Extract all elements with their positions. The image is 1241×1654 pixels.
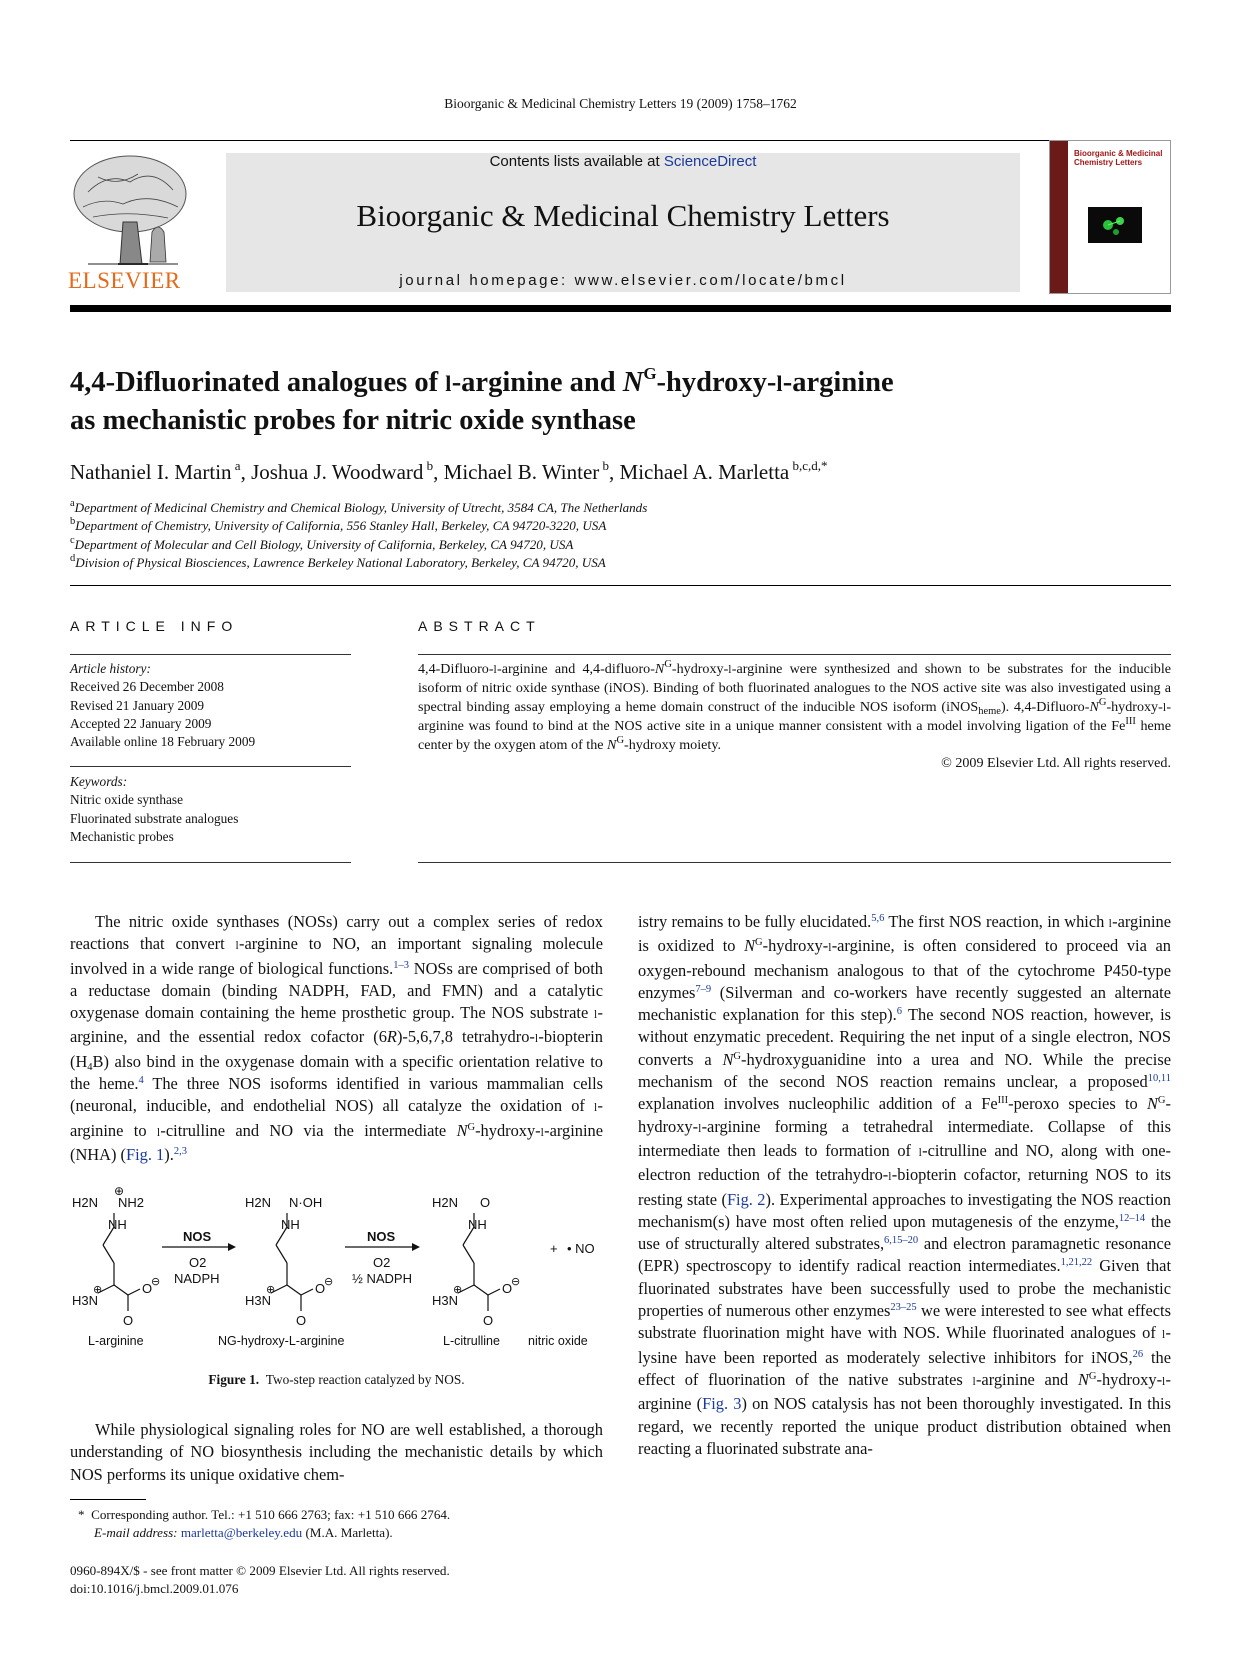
keyword: Nitric oxide synthase — [70, 792, 183, 808]
svg-text:O: O — [502, 1281, 513, 1296]
svg-text:H3N: H3N — [432, 1293, 459, 1308]
molecule-label: NG-hydroxy-L-arginine — [218, 1334, 345, 1348]
cover-image — [1088, 207, 1142, 243]
keywords: Keywords: Nitric oxide synthase Fluorinated substrate analogues Mechanistic probes — [70, 773, 351, 846]
header-bottom-rule — [70, 305, 1171, 312]
abstract-heading: ABSTRACT — [418, 618, 541, 634]
paragraph-text: While physiological signaling roles for NO are well established, a thorough understanding of NO biosynthesis including the mechanistic details by which NOS performs its unique oxidative chem- — [70, 1420, 603, 1484]
figure-1 — [70, 1185, 603, 1355]
history-item: Received 26 December 2008 — [70, 679, 224, 695]
journal-citation: Bioorganic & Medicinal Chemistry Letters 19 (2009) 1758–1762 — [444, 96, 797, 111]
affiliation: $^b$Department of Chemistry, University of California, 556 Stanley Hall, Berkeley, CA 94720-3220, USA — [70, 516, 607, 534]
svg-text:H3N: H3N — [72, 1293, 99, 1308]
molecule-icon — [1088, 207, 1142, 243]
abstract-rule — [418, 654, 1171, 655]
figure-1-caption: Figure 1. Two-step reaction catalyzed by NOS. — [208, 1372, 465, 1387]
footnote-issn: 0960-894X/$ - see front matter © 2009 Elsevier Ltd. All rights reserved. doi:10.1016/j.bmcl.2009.01.076 — [70, 1562, 603, 1599]
cofactor-label: NADPH — [174, 1271, 220, 1286]
author: Michael A. Marletta $^{b,c,d,*}$ — [619, 458, 828, 484]
svg-text:NH: NH — [468, 1217, 487, 1232]
journal-banner — [226, 153, 1020, 292]
email-link[interactable]: marletta@berkeley.edu — [180, 1525, 303, 1541]
svg-text:O: O — [142, 1281, 153, 1296]
abstract-text: 4,4-Difluoro-l-arginine and $4,4-difluoro-N^G-hydroxy-l$-arginine were synthesized and shown to be substrates for the inducible isoform of nitric oxide synthase (iNOS). Binding of both fluorinated analogues to the NOS active site was also investigated using a spectral binding assay employing a heme domain construct of the inducible NOS isoform (iNOS$_{heme}$). $4,4-Difluoro-N^G-hydroxy-l$-arginine was found to bind at the NOS active site in a unique manner consistent with a model involving ligation of the $Fe^{III}$ heme center by the oxygen atom of the $N^G$-hydroxy moiety. © 2009 Elsevier Ltd. All rights reserved. — [418, 659, 1172, 772]
affiliation-rule — [70, 585, 1171, 586]
history-item: Accepted 22 January 2009 — [70, 715, 212, 731]
article-info-heading: ARTICLE INFO — [70, 618, 239, 634]
title-line-2: as mechanistic probes for nitric oxide synthase — [70, 405, 636, 436]
svg-text:H2N: H2N — [432, 1195, 459, 1210]
cover-title: Bioorganic & Medicinal Chemistry Letters — [1074, 149, 1163, 167]
paragraph-text: The nitric oxide synthases (NOSs) carry out a complex series of redox reactions that convert l-arginine to NO, an important signaling molecule involved in a wide range of biological functions.$^{1-3}$ NOSs are comprised of both a reductase domain (binding NADPH, FAD, and FMN) and a catalytic oxygenase domain containing the heme prosthetic group. The NOS substrate l-arginine, and the essential redox cofactor (6R)-5,6,7,8 tetrahydro-l-biopterin $(H_4B)$ also bind in the oxygenase domain with a specific orientation relative to the heme.$^4$ The three NOS isoforms identified in various mammalian cells (neuronal, inducible, and endothelial NOS) all catalyze the oxidation of l-arginine to l-citrulline and NO via the intermediate $N^G-hydroxy-l$-arginine (NHA) (Fig. 1).$^{2,3}$ — [70, 912, 604, 1164]
elsevier-tree-icon — [68, 152, 198, 270]
keywords-rule — [70, 766, 351, 767]
cofactor-label: ½ NADPH — [352, 1271, 412, 1286]
svg-text:⊕: ⊕ — [266, 1284, 276, 1296]
molecule-label: nitric oxide — [528, 1334, 588, 1348]
homepage-line: journal homepage: www.elsevier.com/locate/bmcl — [399, 272, 847, 289]
svg-text:⊕: ⊕ — [453, 1284, 463, 1296]
author: Joshua J. Woodward $^b$, — [251, 458, 444, 484]
history-item: Available online 18 February 2009 — [70, 734, 256, 750]
journal-name: Bioorganic & Medicinal Chemistry Letters — [356, 198, 890, 233]
svg-text:O: O — [315, 1281, 326, 1296]
svg-text:⊖: ⊖ — [151, 1276, 161, 1288]
svg-text:⊕: ⊕ — [93, 1284, 103, 1296]
svg-text:⊖: ⊖ — [324, 1276, 334, 1288]
enzyme-label: NOS — [183, 1229, 212, 1244]
svg-text:⊕: ⊕ — [114, 1185, 125, 1198]
sciencedirect-link[interactable]: ScienceDirect — [663, 153, 757, 170]
molecule-label: L-citrulline — [443, 1334, 500, 1348]
plus-sign: + — [550, 1241, 558, 1256]
title-line-1: 4,4-Difluorinated analogues of l-arginine and $N^G-hydroxy-l$-arginine — [70, 364, 894, 398]
svg-text:H2N: H2N — [72, 1195, 99, 1210]
svg-text:O: O — [483, 1313, 494, 1328]
affiliation: $^a$Department of Medicinal Chemistry and Chemical Biology, University of Utrecht, 3584 CA, The Netherlands — [70, 498, 648, 515]
copyright: © 2009 Elsevier Ltd. All rights reserved. — [941, 755, 1171, 772]
svg-text:NH: NH — [108, 1217, 127, 1232]
nitric-oxide-formula: • NO — [567, 1241, 595, 1256]
article-info-rule — [70, 654, 351, 655]
keyword: Mechanistic probes — [70, 828, 174, 844]
svg-text:O: O — [123, 1313, 134, 1328]
keywords-bottom-rule — [70, 862, 351, 863]
molecule-label: L-arginine — [88, 1334, 144, 1348]
body-paragraph-3 — [638, 911, 1171, 1460]
svg-text:O: O — [480, 1195, 491, 1210]
enzyme-label: NOS — [367, 1229, 396, 1244]
header-top-rule — [70, 140, 1171, 141]
svg-text:⊖: ⊖ — [511, 1276, 521, 1288]
svg-text:N·OH: N·OH — [289, 1195, 323, 1210]
reaction-scheme — [70, 1185, 603, 1355]
keyword: Fluorinated substrate analogues — [70, 810, 239, 826]
affiliations — [70, 499, 1171, 572]
svg-text:NH2: NH2 — [118, 1195, 145, 1210]
cover-spine — [1050, 141, 1068, 293]
author: Michael B. Winter $^b$, — [443, 458, 620, 484]
footnote-corresponding: * Corresponding author. Tel.: +1 510 666 2763; fax: +1 510 666 2764. E-mail address: marletta@berkeley.edu (M.A. Marletta). — [78, 1507, 451, 1541]
abstract-bottom-rule — [418, 862, 1171, 863]
affiliation: $^d$Division of Physical Biosciences, Lawrence Berkeley National Laboratory, Berkeley, CA 94720, USA — [70, 552, 606, 570]
author: Nathaniel I. Martin $^a$, — [70, 458, 252, 484]
svg-text:H2N: H2N — [245, 1195, 272, 1210]
elsevier-logo — [68, 152, 198, 292]
svg-text:H3N: H3N — [245, 1293, 272, 1308]
cofactor-label: O2 — [373, 1255, 391, 1270]
paragraph-text: istry remains to be fully elucidated.$^{5,6}$ The first NOS reaction, in which l-arginine is oxidized to $N^G-hydroxy-l$-arginine, is often considered to proceed via an oxygen-rebound mechanism analogous to that of the cytochrome P450-type enzymes$^{7-9}$ (Silverman and co-workers have recently suggested an alternate mechanistic explanation for this step).$^6$ The second NOS reaction, however, is without enzymatic precedent. Requiring the net input of a single electron, NOS converts a $N^G$-hydroxyguanidine into a urea and NO. While the precise mechanism of the second NOS reaction remains unclear, a proposed$^{10,11}$ explanation involves nucleophilic addition of a $Fe^{III}$-peroxo species to $N^G-hydroxy-l$-arginine forming a tetrahedral intermediate. Collapse of this intermediate then leads to formation of l-citrulline and NO, along with one-electron reduction of the tetrahydro-l-biopterin cofactor, returning NOS to its resting state (Fig. 2). Experimental approaches to investigating the NOS reaction mechanism(s) have most often relied upon mutagenesis of the enzyme,$^{12-14}$ the use of structurally altered substrates,$^{6,15-20}$ and electron paramagnetic resonance (EPR) spectroscopy to identify radical reaction intermediates.$^{1,21,22}$ Given that fluorinated substrates have been successfully used to probe the mechanistic properties of numerous other enzymes$^{23-25}$ we were interested to see what effects substrate fluorination might have with NOS. While fluorinated analogues of l-lysine have been reported as moderately selective inhibitors for iNOS,$^{26}$ the effect of fluorination of the native substrates l-arginine and $N^G-hydroxy-l$-arginine (Fig. 3) on NOS catalysis has not been thoroughly investigated. In this regard, we recently reported the unique product distribution obtained when reacting a fluorinated substrate ana- — [638, 912, 1172, 1458]
article-title — [70, 364, 1171, 439]
corresponding-author-link[interactable]: * — [821, 458, 828, 473]
author-list — [70, 458, 828, 485]
affiliation: $^c$Department of Molecular and Cell Biology, University of California, Berkeley, CA 94720, USA — [70, 534, 574, 552]
cofactor-label: O2 — [189, 1255, 207, 1270]
contents-line: Contents lists available at ScienceDirect — [489, 153, 757, 170]
article-history: Article history: Received 26 December 2008 Revised 21 January 2009 Accepted 22 January 2009 Available online 18 February 2009 — [70, 660, 351, 751]
body-paragraph-2 — [70, 1419, 603, 1486]
footnote-rule — [70, 1499, 146, 1500]
doi[interactable]: doi:10.1016/j.bmcl.2009.01.076 — [70, 1581, 239, 1597]
body-paragraph-1 — [70, 911, 603, 1166]
history-item: Revised 21 January 2009 — [70, 697, 205, 713]
journal-cover[interactable] — [1049, 140, 1171, 294]
elsevier-wordmark: ELSEVIER — [68, 268, 181, 293]
svg-text:O: O — [296, 1313, 307, 1328]
svg-text:NH: NH — [281, 1217, 300, 1232]
homepage-link[interactable]: www.elsevier.com/locate/bmcl — [574, 272, 847, 289]
